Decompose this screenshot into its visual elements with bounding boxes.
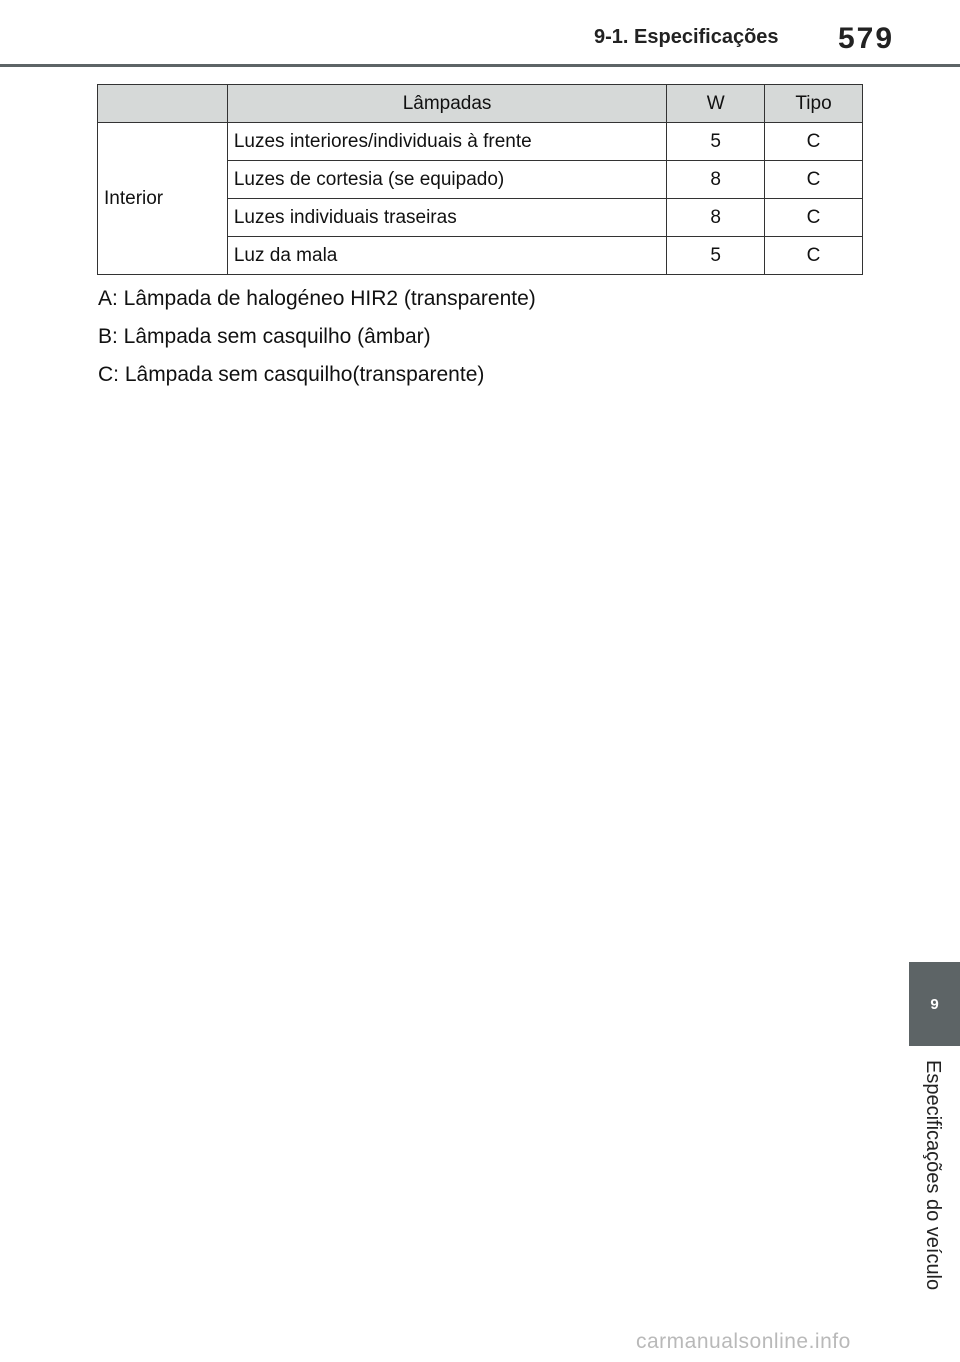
note-b: B: Lâmpada sem casquilho (âmbar)	[98, 325, 431, 348]
chapter-number: 9	[930, 995, 939, 1013]
section-title: 9-1. Especificações	[594, 26, 779, 48]
bulb-name-cell: Luz da mala	[227, 237, 666, 275]
header-cell-bulbs: Lâmpadas	[227, 85, 666, 123]
bulb-name-cell: Luzes interiores/individuais à frente	[227, 123, 666, 161]
bulb-specs-table	[97, 84, 863, 275]
type-cell: C	[765, 199, 863, 237]
chapter-label: Especificações do veículo	[922, 1060, 944, 1291]
type-cell: C	[765, 123, 863, 161]
watermark: carmanualsonline.info	[636, 1330, 851, 1353]
header-divider	[0, 64, 960, 67]
note-a: A: Lâmpada de halogéneo HIR2 (transparente)	[98, 287, 536, 310]
bulb-type-notes	[98, 287, 536, 401]
type-cell: C	[765, 161, 863, 199]
header-cell-empty	[98, 85, 228, 123]
bulb-name-cell: Luzes individuais traseiras	[227, 199, 666, 237]
table-row	[98, 123, 863, 161]
table-header-row	[98, 85, 863, 123]
page-number: 579	[838, 22, 895, 55]
watts-cell: 5	[667, 237, 765, 275]
type-cell: C	[765, 237, 863, 275]
chapter-tab	[909, 962, 960, 1046]
header-cell-type: Tipo	[765, 85, 863, 123]
group-cell-interior: Interior	[98, 123, 228, 275]
note-c: C: Lâmpada sem casquilho(transparente)	[98, 363, 485, 386]
watts-cell: 5	[667, 123, 765, 161]
watts-cell: 8	[667, 161, 765, 199]
header-cell-watts: W	[667, 85, 765, 123]
watts-cell: 8	[667, 199, 765, 237]
bulb-name-cell: Luzes de cortesia (se equipado)	[227, 161, 666, 199]
